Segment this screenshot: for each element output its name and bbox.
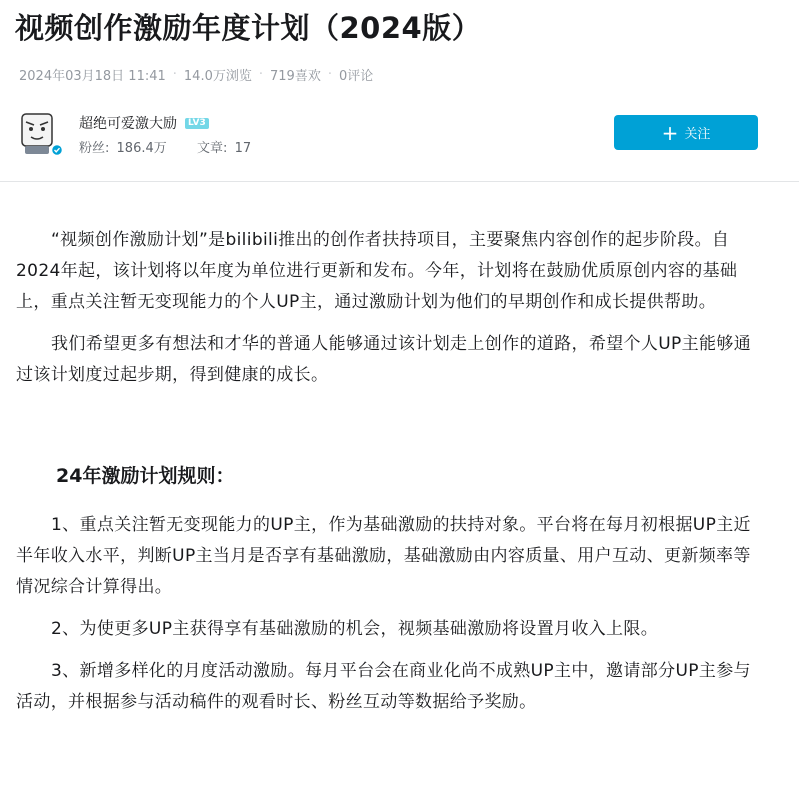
- plus-icon: +: [661, 120, 679, 145]
- level-badge: LV3: [185, 118, 209, 129]
- meta-separator: ·: [172, 67, 177, 82]
- header-divider: [0, 181, 799, 182]
- author-stats: [79, 137, 254, 156]
- like-count[interactable]: 719喜欢: [270, 69, 321, 84]
- author-card: [17, 108, 777, 164]
- fans-label: 粉丝:: [79, 141, 110, 156]
- follow-button[interactable]: [614, 115, 758, 150]
- view-count: 14.0万浏览: [183, 69, 252, 84]
- article-body: [16, 225, 756, 729]
- articles-count: 17: [234, 141, 252, 156]
- rules-heading: 24年激励计划规则：: [56, 465, 235, 487]
- author-name-row: [79, 113, 209, 133]
- fans-count: 186.4万: [116, 141, 167, 156]
- rule-paragraph: 2、为使更多UP主获得享有基础激励的机会，视频基础激励将设置月收入上限。: [51, 619, 659, 639]
- follow-label: 关注: [684, 127, 711, 142]
- author-name[interactable]: 超绝可爱激大励: [79, 116, 177, 132]
- rule-paragraph: 3、新增多样化的月度活动激励。每月平台会在商业化尚不成熟UP主中，邀请部分UP主参与活动，并根据参与活动稿件的观看时长、粉丝互动等数据给予奖励。: [16, 661, 751, 712]
- rule-paragraph: 1、重点关注暂无变现能力的UP主，作为基础激励的扶持对象。平台将在每月初根据UP主近半年收入水平，判断UP主当月是否享有基础激励，基础激励由内容质量、用户互动、更新频率等情况综合计算得出。: [16, 515, 751, 597]
- article-title: 视频创作激励年度计划（2024版）: [15, 11, 482, 45]
- meta-separator: ·: [327, 67, 332, 82]
- article-meta: [19, 65, 373, 84]
- articles-label: 文章:: [197, 141, 228, 156]
- cartoon-avatar-icon[interactable]: [17, 110, 63, 156]
- body-paragraph: “视频创作激励计划”是bilibili推出的创作者扶持项目，主要聚焦内容创作的起步阶段。自2024年起，该计划将以年度为单位进行更新和发布。今年，计划将在鼓励优质原创内容的基础上，重点关注暂无变现能力的个人UP主，通过激励计划为他们的早期创作和成长提供帮助。: [16, 230, 738, 312]
- publish-date: 2024年03月18日 11:41: [19, 69, 166, 84]
- body-paragraph: 我们希望更多有想法和才华的普通人能够通过该计划走上创作的道路，希望个人UP主能够通过该计划度过起步期，得到健康的成长。: [16, 334, 752, 385]
- comment-count[interactable]: 0评论: [338, 69, 374, 84]
- meta-separator: ·: [258, 67, 263, 82]
